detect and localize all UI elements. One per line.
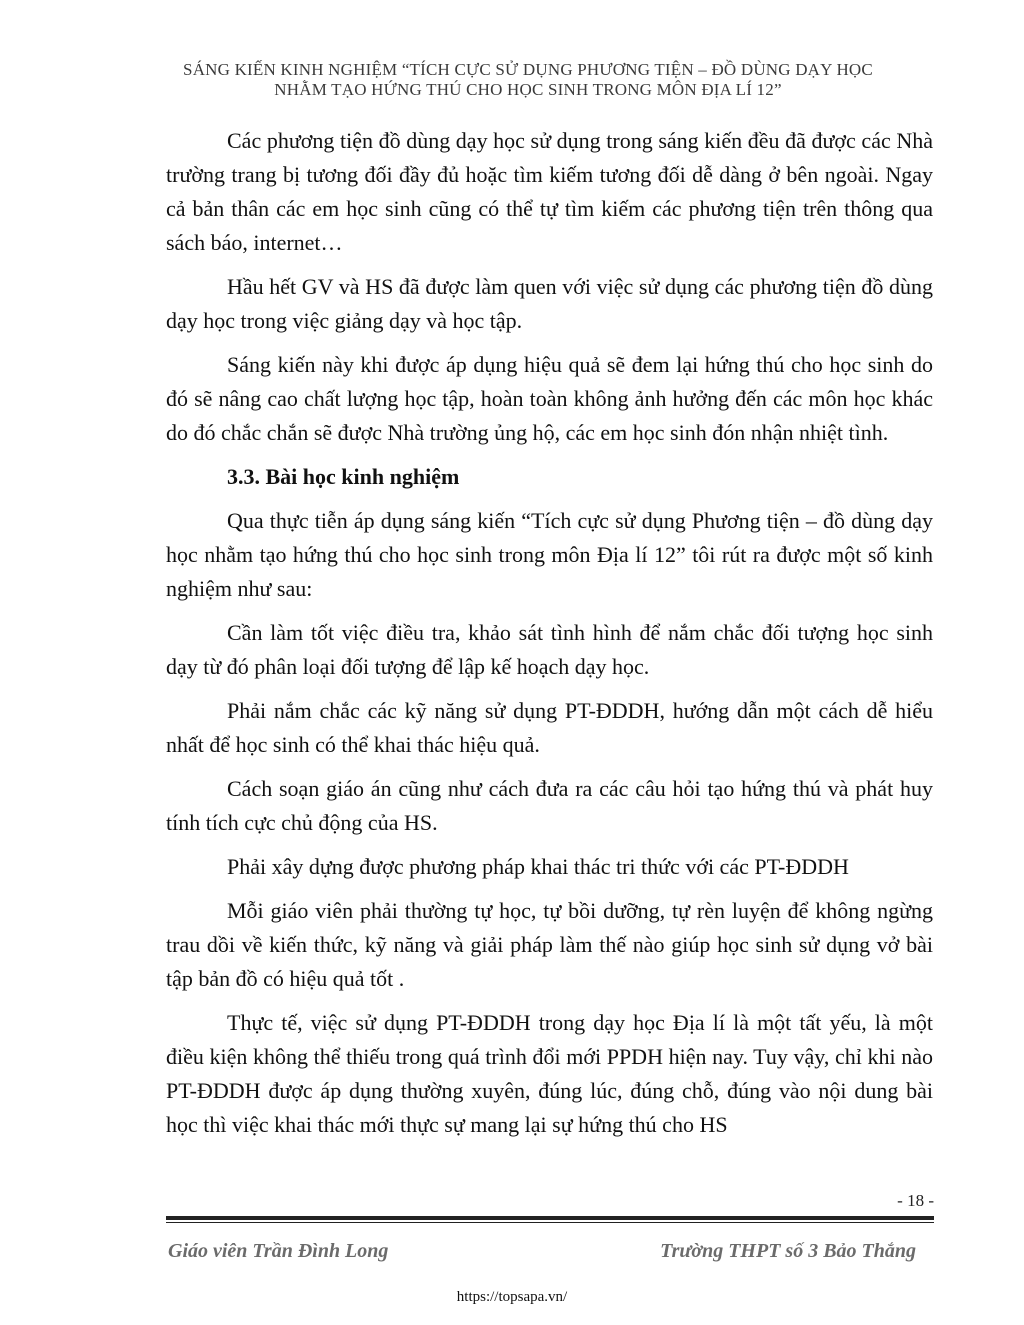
- page-number: - 18 -: [897, 1191, 934, 1210]
- paragraph-2: Hầu hết GV và HS đã được làm quen với việc sử dụng các phương tiện đồ dùng dạy học trong việc giảng dạy và học tập.: [166, 274, 933, 333]
- paragraph-10: Thực tế, việc sử dụng PT-ĐDDH trong dạy học Địa lí là một tất yếu, là một điều kiện không thể thiếu trong quá trình đổi mới PPDH hiện nay. Tuy vậy, chỉ khi nào PT-ĐDDH được áp dụng thường xuyên, đúng lúc, đúng chỗ, đúng vào nội dung bài học thì việc khai thác mới thực sự mang lại sự hứng thú cho HS: [166, 1010, 933, 1137]
- paragraph-1: Các phương tiện đồ dùng dạy học sử dụng trong sáng kiến đều đã được các Nhà trường trang bị tương đối đầy đủ hoặc tìm kiếm tương đối dễ dàng ở bên ngoài. Ngay cả bản thân các em học sinh cũng có thể tự tìm kiếm các phương tiện trên thông qua sách báo, internet…: [166, 128, 933, 255]
- page-header: [140, 60, 916, 100]
- footer-author: Giáo viên Trần Đình Long: [168, 1240, 389, 1262]
- body-text: [166, 124, 933, 1152]
- paragraph-7: Cách soạn giáo án cũng như cách đưa ra các câu hỏi tạo hứng thú và phát huy tính tích cực chủ động của HS.: [166, 776, 933, 835]
- paragraph-4: Qua thực tiễn áp dụng sáng kiến “Tích cực sử dụng Phương tiện – đồ dùng dạy học nhằm tạo hứng thú cho học sinh trong môn Địa lí 12” tôi rút ra được một số kinh nghiệm như sau:: [166, 508, 933, 601]
- section-heading: 3.3. Bài học kinh nghiệm: [227, 464, 460, 489]
- paragraph-6: Phải nắm chắc các kỹ năng sử dụng PT-ĐDDH, hướng dẫn một cách dễ hiểu nhất để học sinh có thể khai thác hiệu quả.: [166, 698, 933, 757]
- footer-rule-thick: [166, 1216, 934, 1220]
- paragraph-9: Mỗi giáo viên phải thường tự học, tự bồi dưỡng, tự rèn luyện để không ngừng trau dồi về kiến thức, kỹ năng và giải pháp làm thế nào giúp học sinh sử dụng vở bài tập bản đồ có hiệu quả tốt .: [166, 898, 933, 991]
- paragraph-8: Phải xây dựng được phương pháp khai thác tri thức với các PT-ĐDDH: [227, 854, 849, 879]
- source-url: https://topsapa.vn/: [456, 1289, 568, 1305]
- header-line-1: SÁNG KIẾN KINH NGHIỆM “TÍCH CỰC SỬ DỤNG PHƯƠNG TIỆN – ĐỒ DÙNG DẠY HỌC: [183, 60, 873, 79]
- footer-rule-thin: [166, 1222, 934, 1223]
- paragraph-3: Sáng kiến này khi được áp dụng hiệu quả sẽ đem lại hứng thú cho học sinh do đó sẽ nâng cao chất lượng học tập, hoàn toàn không ảnh hưởng đến các môn học khác do đó chắc chắn sẽ được Nhà trường ủng hộ, các em học sinh đón nhận nhiệt tình.: [166, 352, 933, 445]
- footer-school: Trường THPT số 3 Bảo Thắng: [660, 1240, 916, 1262]
- paragraph-5: Cần làm tốt việc điều tra, khảo sát tình hình để nắm chắc đối tượng học sinh dạy từ đó phân loại đối tượng để lập kế hoạch dạy học.: [166, 620, 933, 679]
- header-line-2: NHẰM TẠO HỨNG THÚ CHO HỌC SINH TRONG MÔN ĐỊA LÍ 12”: [274, 80, 782, 99]
